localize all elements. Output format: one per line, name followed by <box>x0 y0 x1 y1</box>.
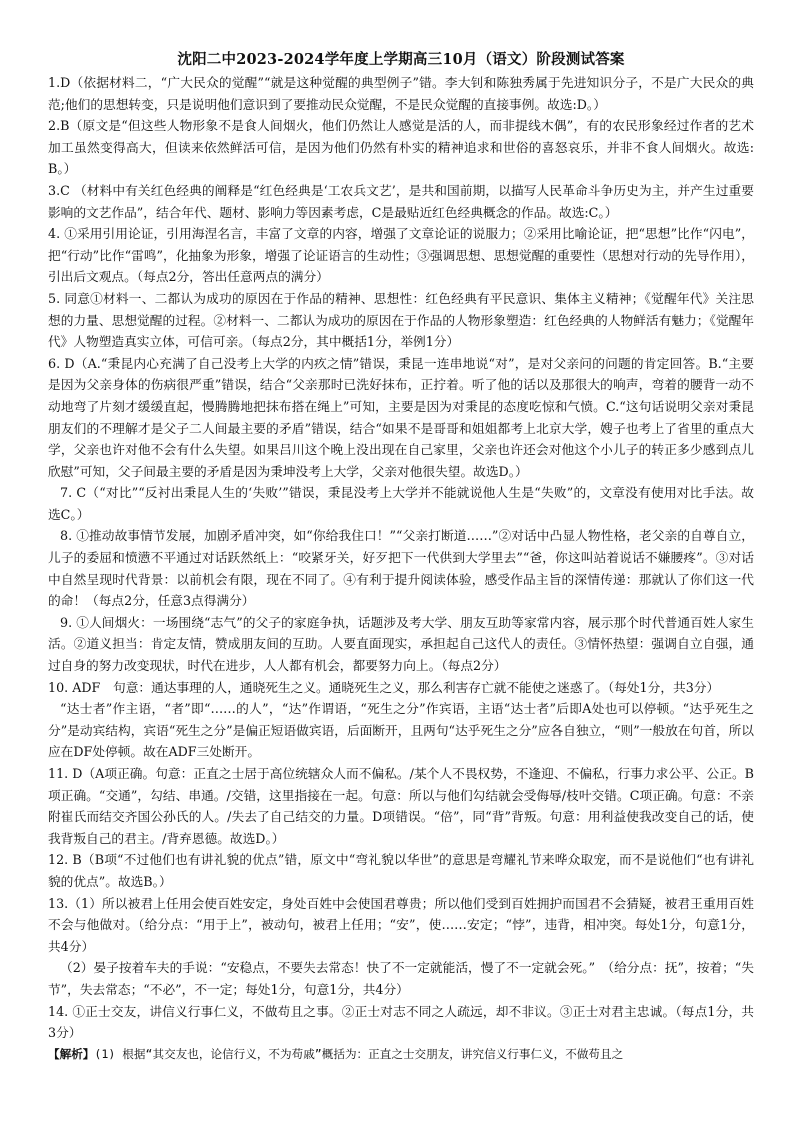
answer-1: 1.D（依据材料二，“广大民众的觉醒”“就是这种觉醒的典型例子”错。李大钊和陈独秀属于先进知识分子，不是广大民众的典范;他们的思想转变，只是说明他们意识到了要推动民众觉醒，不是民众觉醒的直接事例。故选:D。） <box>48 75 754 112</box>
analysis-tag: 【解析】 <box>48 1046 95 1061</box>
answer-11: 11. D（A项正确。句意：正直之士居于高位统辖众人而不偏私。/某个人不畏权势，不逢迎、不偏私，行事力求公平、公正。B项正确。“交通”，勾结、串通。/交错，这里指接在一起。句意：所以与他们勾结就会受侮辱/枝叶交错。C项正确。句意：不亲附崔氏而结交齐国公孙氏的人。/失去了自己结交的力量。D项错误。“倍”，同“背”背叛。句意：用利益使我改变自己的话，使我背叛自己的君主。/背弃恩德。故选D。） <box>48 766 754 846</box>
page-title: 沈阳二中2023-2024学年度上学期高三10月（语文）阶段测试答案 <box>177 51 625 68</box>
answer-6: 6. D（A.“秉昆内心充满了自己没考上大学的内疚之情”错误，秉昆一连串地说“对”，是对父亲问的问题的肯定回答。B.“主要是因为父亲身体的伤病很严重”错误，结合“父亲那时已洗好抹布，正拧着。听了他的话以及那很大的响声，弯着的腰背一动不动地弯了片刻才缓缓直起，慢腾腾地把抹布搭在绳上”可知，主要是因为对秉昆的态度吃惊和气愤。C.“这句话说明父亲对秉昆朋友们的不理解才是父子二人间最主要的矛盾”错误，结合“如果不是哥哥和姐姐都考上北京大学，嫂子也考上了省里的重点大学，父亲也许对他不会有什么失望。如果吕川这个晚上没出现在自己家里，父亲也许还会对他这个小儿子的转正多少感到点儿欣慰”可知，父子间最主要的矛盾是因为秉坤没考上大学，父亲对他很失望。故选D。） <box>48 355 754 479</box>
answer-5: 5. 同意①材料一、二都认为成功的原因在于作品的精神、思想性：红色经典有平民意识、集体主义精神；《觉醒年代》关注思想的力量、思想觉醒的过程。②材料一、二都认为成功的原因在于作品的人物形象塑造：红色经典的人物鲜活有魅力；《觉醒年代》人物塑造真实立体，可信可亲。（每点2分，其中概括1分，举例1分） <box>48 290 754 350</box>
answer-13-1: 13.（1）所以被君上任用会使百姓安定，身处百姓中会使国君尊贵；所以他们受到百姓拥护而国君不会猜疑，被君王重用百姓不会与他做对。（给分点：“用于上”，被动句，被君上任用；“安”，使……安定；“悖”，违背，相冲突。每处1分，句意1分，共4分） <box>48 895 754 954</box>
answer-10: 10. ADF 句意：通达事理的人，通晓死生之义。通晓死生之义，那么利害存亡就不能使之迷惑了。（每处1分，共3分） <box>48 679 720 695</box>
answer-8: 8. ①推动故事情节发展，加剧矛盾冲突，如“你给我住口！”“父亲打断道……”②对话中凸显人物性格，老父亲的自尊自立，儿子的委屈和愤懑不平通过对话跃然纸上：“咬紧牙关，好歹把下一代供到大学里去”“爸，你这叫站着说话不嫌腰疼”。③对话中自然呈现时代背景：以前机会有限，现在不同了。④有利于提升阅读体验，感受作品主旨的深情传递：那就认了你们这一代的命！（每点2分，任意3点得满分） <box>48 528 754 609</box>
answer-2: 2.B（原文是“但这些人物形象不是食人间烟火，他们仍然让人感觉是活的人，而非提线木偶”，有的农民形象经过作者的艺术加工虽然变得高大，但读来依然鲜活可信，是因为他们仍然有朴实的精神追求和世俗的喜怒哀乐，并非不食人间烟火。故选:B。） <box>48 118 754 177</box>
answer-4: 4. ①采用引用论证，引用海涅名言，丰富了文章的内容，增强了文章论证的说服力；②采用比喻论证，把“思想”比作“闪电”，把“行动”比作“雷鸣”，化抽象为形象，增强了论证语言的生动性；③强调思想、思想觉醒的重要性（思想对行动的先导作用），引出后文观点。（每点2分，答出任意两点的满分） <box>48 226 754 285</box>
analysis-text: (1) 根据“其交友也，论信行义，不为苟戚”概括为：正直之士交朋友，讲究信义行事仁义，不做苟且之 <box>94 1046 624 1061</box>
answer-9: 9. ①人间烟火：一场围绕“志气”的父子的家庭争执，话题涉及考大学、朋友互助等家常内容，展示那个时代普通百姓人家生活。②道义担当：肯定友情，赞成朋友间的互助。人要直面现实，承担起自己这代人的责任。③情怀热望：强调自立自强，通过自身的努力改变现状，时代在进步，人人都有机会，都要努力向上。（每点2分） <box>48 614 754 674</box>
answer-14: 14. ①正士交友，讲信义行事仁义，不做苟且之事。②正士对志不同之人疏远，却不非议。③正士对君主忠诚。（每点1分，共3分） <box>48 1003 754 1041</box>
analysis-line <box>48 1044 754 1065</box>
answer-3: 3.C （材料中有关红色经典的阐释是“红色经典是‘工农兵文艺’，是共和国前期，以描写人民革命斗争历史为主，并产生过重要影响的文艺作品”，结合年代、题材、影响力等因素考虑，C是最贴近红色经典概念的作品。故选:C。） <box>48 182 754 220</box>
answer-13-2: （2）晏子按着车夫的手说：“安稳点，不要失去常态！快了不一定就能活，慢了不一定就会死。” （给分点：抚”，按着；“失节”，失去常态；“不必”，不一定；每处1分，句意1分，共4分） <box>48 960 754 997</box>
answer-7: 7. C（“对比”“反衬出秉昆人生的‘失败’”错误，秉昆没考上大学并不能就说他人生是“失败”的，文章没有使用对比手法。故选C。） <box>48 485 754 522</box>
answer-10-explanation: “达士者”作主语，“者”即“……的人”，“达”作谓语，“死生之分”作宾语，主语“达士者”后即A处也可以停顿。“达乎死生之分”是动宾结构，宾语“死生之分”是偏正短语做宾语，后面断开，且两句“达乎死生之分”应各自独立，“则”一般放在句首，所以应在DF处停顿。故在ADF三处断开。 <box>48 701 754 760</box>
answer-12: 12. B（B项“不过他们也有讲礼貌的优点”错，原文中“弯礼貌以华世”的意思是弯耀礼节来哗众取宠，而不是说他们“也有讲礼貌的优点”。故选B。） <box>48 852 754 889</box>
